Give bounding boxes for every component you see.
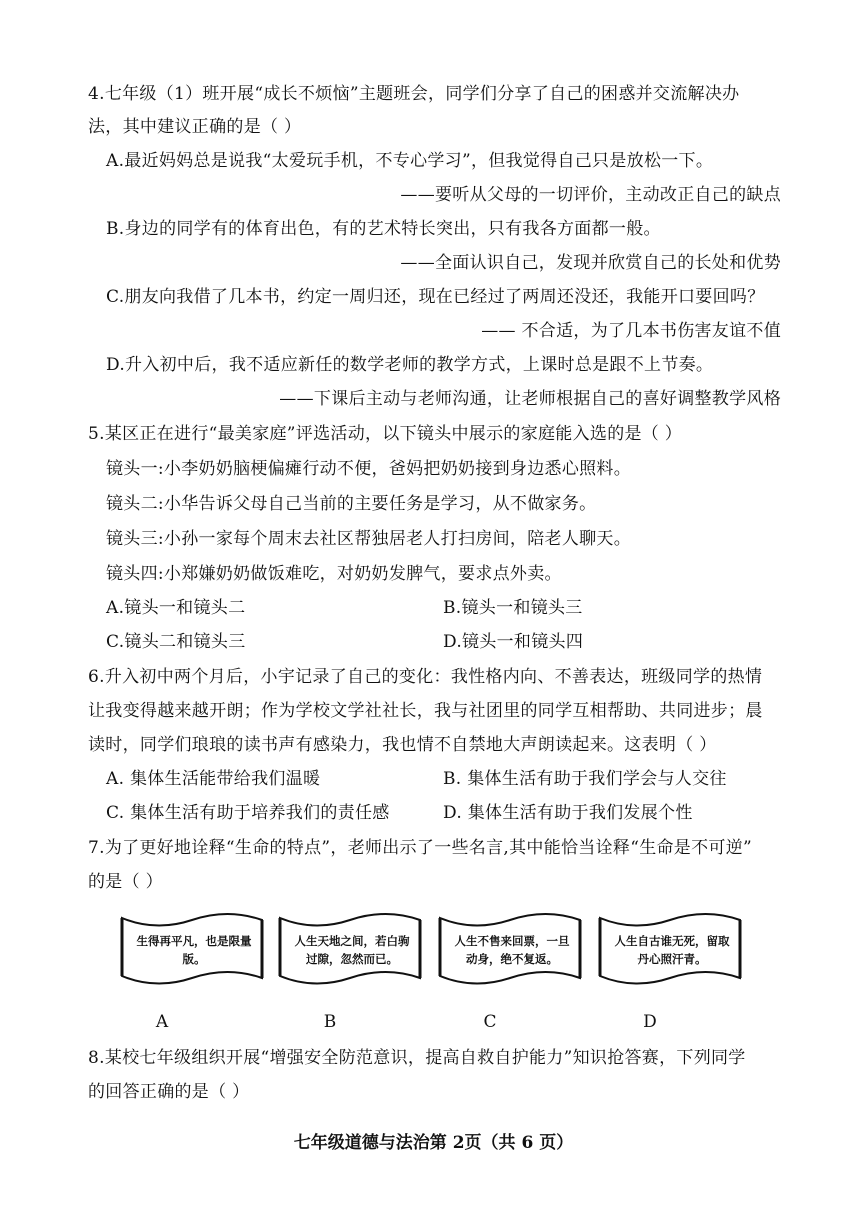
q5-stem: 5.某区正在进行“最美家庭”评选活动，以下镜头中展示的家庭能入选的是（ ） <box>88 424 683 444</box>
scroll-d-text: 人生自古谁无死，留取丹心照汗青。 <box>614 934 730 966</box>
q6-stem-line2: 让我变得越来越开朗；作为学校文学社社长，我与社团里的同学互相帮助、共同进步；晨 <box>88 701 763 721</box>
q5-shot-1: 镜头一:小李奶奶脑梗偏瘫行动不便，爸妈把奶奶接到身边悉心照料。 <box>106 459 632 479</box>
q4-stem-line1: 4.七年级（1）班开展“成长不烦恼”主题班会，同学们分享了自己的困惑并交流解决办 <box>88 84 740 104</box>
q4-option-a-answer: ——要听从父母的一切评价，主动改正自己的缺点 <box>400 185 781 205</box>
q6-option-b: B. 集体生活有助于我们学会与人交往 <box>443 769 727 789</box>
scroll-b-text: 人生天地之间，若白驹过隙，忽然而已。 <box>294 934 410 966</box>
q5-option-a: A.镜头一和镜头二 <box>106 598 246 618</box>
scroll-b <box>274 910 426 990</box>
scroll-c <box>434 910 586 990</box>
q5-shot-3: 镜头三:小孙一家每个周末去社区帮独居老人打扫房间，陪老人聊天。 <box>106 529 632 549</box>
q4-option-d-answer: ——下课后主动与老师沟通，让老师根据自己的喜好调整教学风格 <box>279 389 781 409</box>
q4-option-a: A.最近妈妈总是说我“太爱玩手机，不专心学习”，但我觉得自己只是放松一下。 <box>106 151 714 171</box>
q4-option-b: B.身边的同学有的体育出色，有的艺术特长突出，只有我各方面都一般。 <box>106 219 661 239</box>
q6-option-a: A. 集体生活能带给我们温暖 <box>106 769 321 789</box>
q5-shot-2: 镜头二:小华告诉父母自己当前的主要任务是学习，从不做家务。 <box>106 494 597 514</box>
q6-stem-line1: 6.升入初中两个月后，小宇记录了自己的变化：我性格内向、不善表达，班级同学的热情 <box>88 667 763 687</box>
scroll-a-text: 生得再平凡，也是限量版。 <box>136 934 252 966</box>
page-footer: 七年级道德与法治第 2页（共 6 页） <box>293 1133 574 1153</box>
q4-option-c-answer: —— 不合适，为了几本书伤害友谊不值 <box>481 321 781 341</box>
q4-stem-line2: 法，其中建议正确的是（ ） <box>88 117 302 137</box>
q7-stem-line1: 7.为了更好地诠释“生命的特点”，老师出示了一些名言,其中能恰当诠释“生命是不可逆” <box>88 838 752 858</box>
scroll-c-letter: C <box>483 1012 497 1032</box>
q4-option-b-answer: ——全面认识自己，发现并欣赏自己的长处和优势 <box>400 253 781 273</box>
q6-option-d: D. 集体生活有助于我们发展个性 <box>443 803 693 823</box>
q5-option-b: B.镜头一和镜头三 <box>443 598 583 618</box>
q5-option-d: D.镜头一和镜头四 <box>443 632 584 652</box>
q6-option-c: C. 集体生活有助于培养我们的责任感 <box>106 803 390 823</box>
scroll-a-letter: A <box>155 1012 169 1032</box>
q8-stem-line2: 的回答正确的是（ ） <box>88 1082 250 1102</box>
q4-option-c: C.朋友向我借了几本书，约定一周归还，现在已经过了两周还没还，我能开口要回吗？ <box>106 287 765 307</box>
q5-option-c: C.镜头二和镜头三 <box>106 632 246 652</box>
q8-stem-line1: 8.某校七年级组织开展“增强安全防范意识，提高自救自护能力”知识抢答赛，下列同学 <box>88 1048 746 1068</box>
scroll-d <box>594 910 746 990</box>
q7-stem-line2: 的是（ ） <box>88 872 163 892</box>
q4-option-d: D.升入初中后，我不适应新任的数学老师的教学方式，上课时总是跟不上节奏。 <box>106 355 714 375</box>
q5-shot-4: 镜头四:小郑嫌奶奶做饭难吃，对奶奶发脾气，要求点外卖。 <box>106 564 562 584</box>
q6-stem-line3: 读时，同学们琅琅的读书声有感染力，我也情不自禁地大声朗读起来。这表明（ ） <box>88 735 717 755</box>
scroll-d-letter: D <box>643 1012 657 1032</box>
scroll-b-letter: B <box>323 1012 337 1032</box>
scroll-c-text: 人生不售来回票，一旦动身，绝不复返。 <box>454 934 570 966</box>
scroll-a <box>116 910 268 990</box>
